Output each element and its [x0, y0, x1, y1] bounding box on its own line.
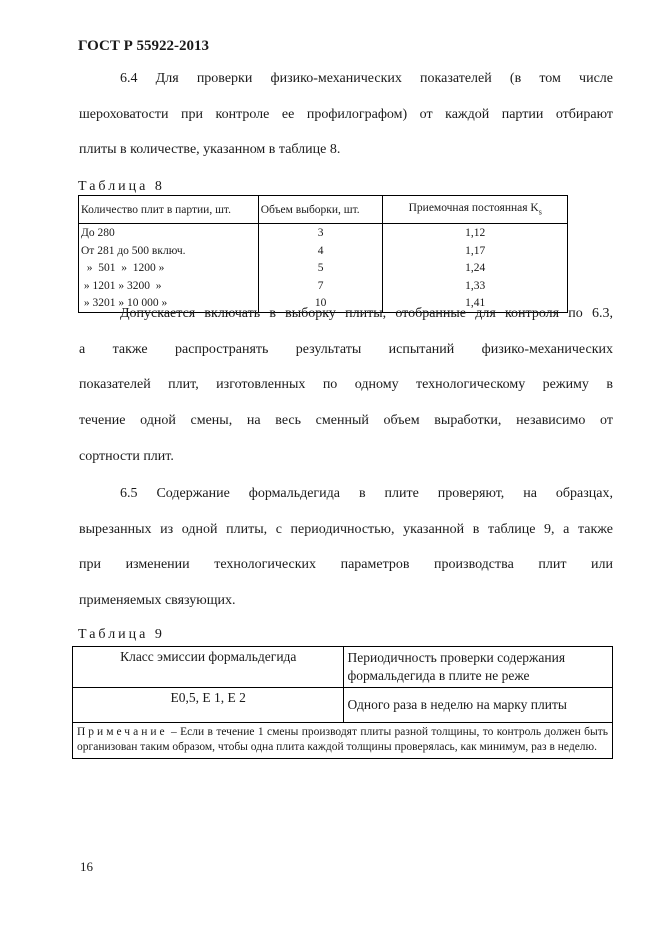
cell-emission-class: Е0,5, Е 1, Е 2: [73, 688, 344, 723]
col-header-sample: Объем выборки, шт.: [258, 196, 383, 224]
table-8: [78, 195, 568, 313]
text-line: применяемых связующих.: [79, 593, 236, 609]
col-header-quantity: Количество плит в партии, шт.: [79, 196, 259, 224]
text-line: течение одной смены, на весь сменный объем выработки, независимо от: [79, 413, 613, 429]
document-header: ГОСТ Р 55922-2013: [78, 38, 210, 54]
table-row: [79, 277, 568, 295]
cell-sample: 3: [258, 224, 383, 242]
text-line: 6.5 Содержание формальдегида в плите проверяют, на образцах,: [120, 486, 613, 501]
cell-sample: 5: [258, 259, 383, 277]
cell-quantity: » 1201 » 3200 »: [79, 277, 259, 295]
cell-sample: 4: [258, 242, 383, 260]
text-line: Допускается включать в выборку плиты, отобранные для контроля по 6.3,: [120, 306, 613, 321]
cell-ks: 1,17: [383, 242, 568, 260]
cell-quantity: От 281 до 500 включ.: [79, 242, 259, 260]
text-line: показателей плит, изготовленных по одному технологическому режиму в: [79, 377, 613, 393]
text-line: сортности плит.: [79, 448, 174, 464]
table9-caption: Таблица 9: [78, 627, 165, 642]
table-row: [79, 224, 568, 242]
paragraph-after-table8: [79, 305, 613, 483]
table-row: [73, 688, 613, 723]
ks-label: Приемочная постоянная K: [408, 202, 539, 215]
cell-ks: 1,24: [383, 259, 568, 277]
cell-period: Одного раза в неделю на марку плиты: [344, 688, 613, 723]
page-number: 16: [80, 859, 93, 874]
col-header-ks: [383, 196, 568, 224]
ks-subscript: s: [538, 207, 542, 217]
table-header-row: [73, 647, 613, 688]
table-note: [73, 723, 613, 759]
text-line: вырезанных из одной плиты, с периодичностью, указанной в таблице 9, а также: [79, 521, 613, 537]
col-header-class: Класс эмиссии формальдегида: [73, 647, 344, 688]
text-line: 6.4 Для проверки физико-механических показателей (в том числе: [120, 71, 613, 86]
section-6-4: [79, 70, 613, 177]
note-text: – Если в течение 1 смены производят плиты разной толщины, то контроль должен быть организован таким образом, чтобы одна плита каждой толщины проверялась, как минимум, раз в неделю.: [77, 726, 608, 753]
cell-quantity: » 3201 » 10 000 »: [79, 294, 259, 312]
table-header-row: [79, 196, 568, 224]
table8-caption: Таблица 8: [78, 179, 165, 194]
text-line: а также распространять результаты испытаний физико-механических: [79, 341, 613, 357]
note-title: Примечание: [77, 726, 168, 738]
table-9: [72, 646, 613, 759]
table-note-row: [73, 723, 613, 759]
text-line: плиты в количестве, указанном в таблице 8.: [79, 142, 341, 158]
cell-quantity: » 501 » 1200 »: [79, 259, 259, 277]
text-line: шероховатости при контроле ее профилографом) от каждой партии отбирают: [79, 106, 613, 122]
col-header-period: Периодичность проверки содержания формальдегида в плите не реже: [344, 647, 613, 688]
section-6-5: [79, 485, 613, 628]
cell-sample: 7: [258, 277, 383, 295]
table-row: [79, 242, 568, 260]
cell-ks: 1,33: [383, 277, 568, 295]
cell-quantity: До 280: [79, 224, 259, 242]
cell-ks: 1,12: [383, 224, 568, 242]
cell-sample: 10: [258, 294, 383, 312]
cell-ks: 1,41: [383, 294, 568, 312]
table-row: [79, 259, 568, 277]
text-line: при изменении технологических параметров производства плит или: [79, 557, 613, 573]
